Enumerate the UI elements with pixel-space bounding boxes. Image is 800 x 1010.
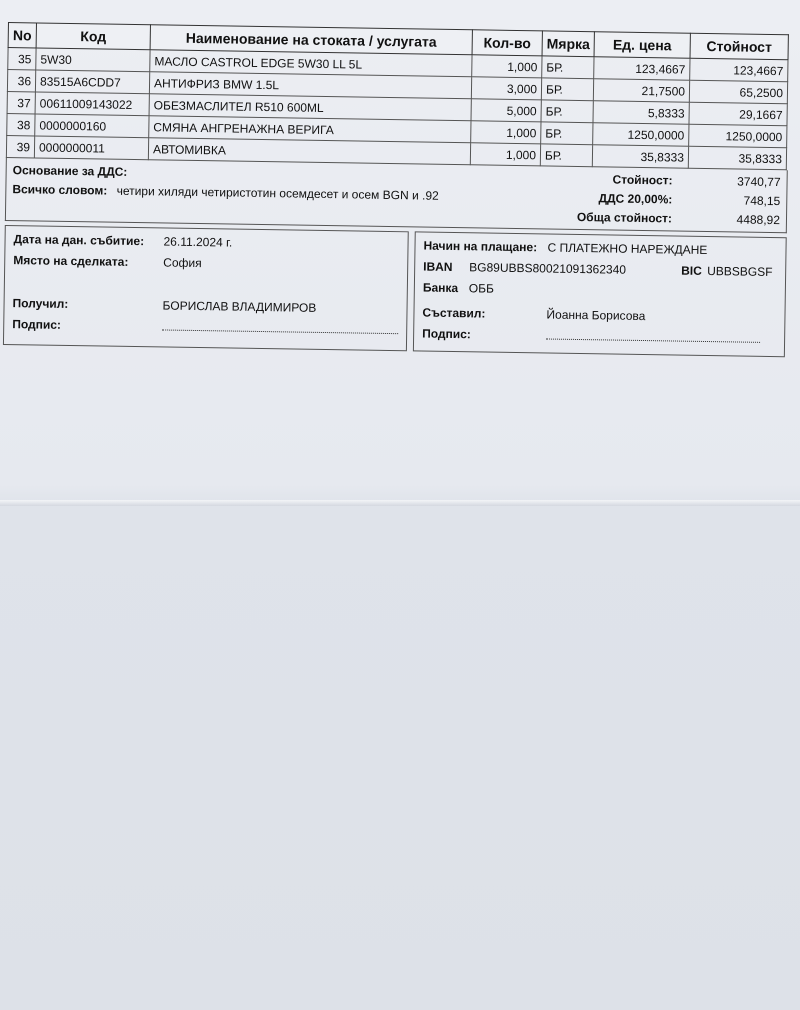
- row-no: 37: [7, 91, 35, 113]
- row-unit: БР.: [541, 78, 593, 101]
- receiver-signature-label: Подпис:: [12, 317, 62, 332]
- row-value: 35,8333: [688, 146, 786, 170]
- row-code: 00611009143022: [35, 92, 149, 116]
- row-price: 5,8333: [593, 101, 689, 125]
- grand-total-value: 4488,92: [736, 212, 781, 228]
- row-value: 65,2500: [689, 80, 787, 104]
- row-value: 29,1667: [689, 102, 787, 126]
- row-unit: БР.: [540, 144, 592, 167]
- row-price: 35,8333: [592, 145, 688, 169]
- subtotal-label: Стойност:: [612, 172, 673, 188]
- row-code: 0000000160: [35, 114, 149, 138]
- grand-total-label: Обща стойност:: [576, 209, 673, 226]
- row-price: 1250,0000: [593, 123, 689, 147]
- row-unit: БР.: [541, 122, 593, 145]
- payment-method-value: С ПЛАТЕЖНО НАРЕЖДАНЕ: [547, 240, 708, 258]
- invoice-sheet: [3, 22, 792, 365]
- payment-box: [413, 231, 787, 357]
- row-name: СМЯНА АНГРЕНАЖНА ВЕРИГА: [149, 116, 471, 143]
- header-qty: Кол-во: [472, 30, 542, 56]
- row-code: 0000000011: [34, 136, 148, 160]
- place-label: Място на сделката:: [13, 253, 129, 269]
- row-name: ОБЕЗМАСЛИТЕЛ R510 600ML: [149, 94, 471, 121]
- row-qty: 1,000: [472, 55, 542, 78]
- row-value: 123,4667: [690, 58, 788, 82]
- row-qty: 3,000: [471, 77, 541, 100]
- row-price: 123,4667: [594, 57, 690, 81]
- header-name: Наименование на стоката / услугата: [150, 25, 472, 55]
- row-unit: БР.: [541, 100, 593, 123]
- row-qty: 1,000: [471, 121, 541, 144]
- row-no: 35: [8, 48, 36, 70]
- vat-label: ДДС 20,00%:: [598, 191, 673, 207]
- payment-method-label: Начин на плащане:: [423, 238, 538, 255]
- row-qty: 1,000: [470, 143, 540, 166]
- header-price: Ед. цена: [594, 32, 690, 59]
- delivery-box: [3, 225, 409, 351]
- in-words-label: Всичко словом:: [12, 182, 108, 198]
- row-no: 38: [7, 113, 35, 135]
- author-signature-label: Подпис:: [422, 326, 471, 342]
- items-table: [6, 22, 789, 170]
- receiver-signature-line: [162, 319, 398, 334]
- row-code: 5W30: [36, 48, 150, 72]
- author-value: Йоанна Борисова: [546, 307, 646, 324]
- row-no: 36: [7, 70, 35, 92]
- iban-value: BG89UBBS80021091362340: [469, 260, 627, 277]
- bank-value: ОББ: [468, 281, 495, 296]
- row-code: 83515A6CDD7: [35, 70, 149, 94]
- header-value: Стойност: [690, 33, 788, 60]
- bank-label: Банка: [422, 280, 459, 296]
- header-code: Код: [36, 23, 150, 50]
- event-date-value: 26.11.2024 г.: [163, 234, 233, 250]
- event-date-label: Дата на дан. събитие:: [13, 232, 145, 249]
- author-label: Съставил:: [422, 305, 486, 321]
- bic-value: UBBSBGSF: [707, 264, 773, 280]
- row-qty: 5,000: [471, 99, 541, 122]
- totals-section: [5, 158, 788, 233]
- row-value: 1250,0000: [689, 124, 787, 148]
- row-name: АВТОМИВКА: [148, 138, 470, 165]
- receiver-label: Получил:: [12, 296, 69, 311]
- iban-label: IBAN: [423, 259, 453, 275]
- bic-label: BIC: [681, 263, 702, 278]
- place-value: София: [163, 255, 202, 271]
- details-section: [3, 225, 785, 365]
- header-unit: Мярка: [542, 31, 594, 57]
- paper-fold: [0, 500, 800, 506]
- subtotal-value: 3740,77: [737, 174, 781, 190]
- row-no: 39: [6, 135, 34, 157]
- header-no: No: [8, 23, 36, 48]
- row-price: 21,7500: [593, 79, 689, 103]
- vat-basis-label: Основание за ДДС:: [12, 163, 128, 179]
- row-unit: БР.: [542, 56, 594, 79]
- row-name: АНТИФРИЗ BMW 1.5L: [149, 72, 471, 99]
- author-signature-line: [546, 328, 760, 342]
- in-words-value: четири хиляди четиристотин осемдесет и осем BGN и .92: [116, 183, 439, 203]
- vat-value: 748,15: [743, 193, 781, 209]
- receiver-value: БОРИСЛАВ ВЛАДИМИРОВ: [162, 298, 317, 315]
- row-name: МАСЛО CASTROL EDGE 5W30 LL 5L: [150, 50, 472, 77]
